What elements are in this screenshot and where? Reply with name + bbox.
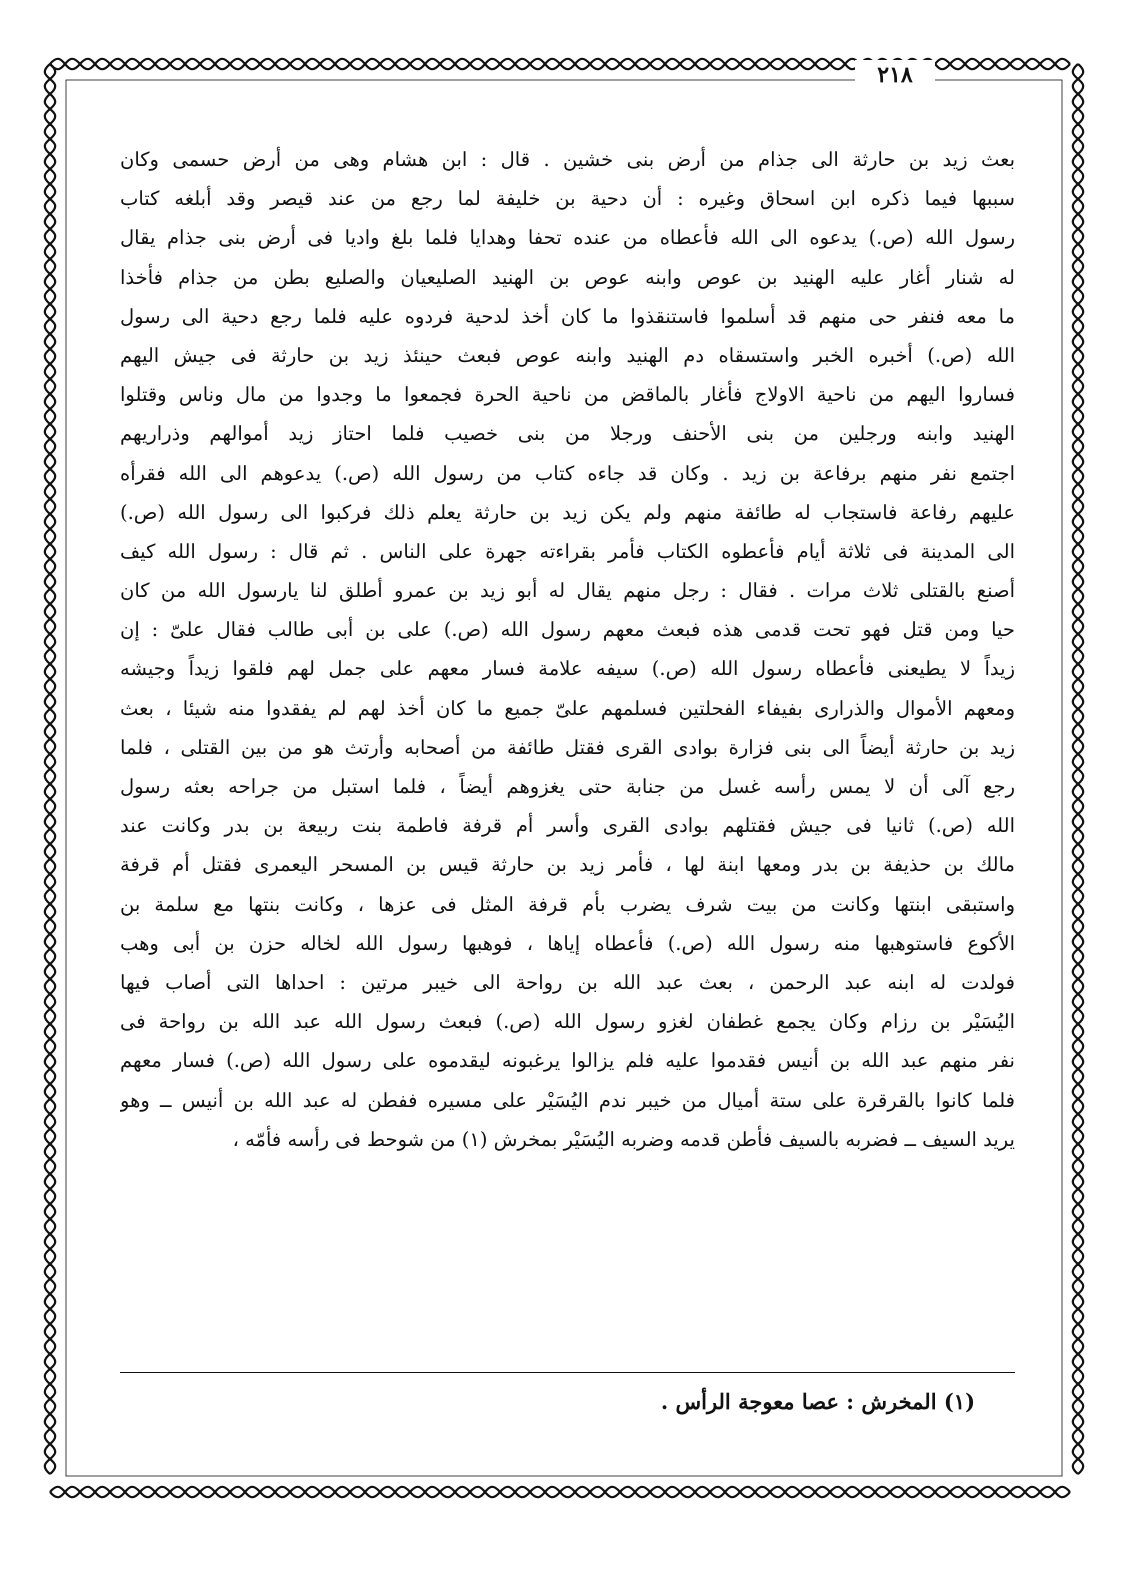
text-line: فساروا اليهم من ناحية الاولاج فأغار بالماقض من ناحية الحرة فجمعوا ما وجدوا من مال وناس وقتلوا (120, 383, 1015, 407)
text-line: فلما كانوا بالقرقرة على ستة أميال من خيبر ندم اليُسَيْر على مسيره ففطن له عبد الله بن أنيس ــ وهو (120, 1088, 1015, 1112)
text-line: يريد السيف ــ فضربه بالسيف فأطن قدمه وضربه اليُسَيْر بمخرش (١) من شوحط فى رأسه فأمّه ، (232, 1127, 1015, 1151)
text-line: مالك بن حذيفة بن بدر ومعها ابنة لها ، فأمر زيد بن حارثة قيس بن المسحر اليعمرى فقتل أم قرفة (120, 853, 1015, 877)
text-line: اجتمع نفر منهم برفاعة بن زيد . وكان قد جاءه كتاب من رسول الله (ص.) يدعوهم الى الله فقرأه (120, 461, 1015, 485)
page-number: ٢١٨ (855, 60, 935, 90)
text-line: له شنار أغار عليه الهنيد بن عوص وابنه عوص بن الهنيد الصليعيان والصليع بطن من جذام فأخذا (120, 265, 1015, 289)
text-line: واستبقى ابنتها وكانت من بيت شرف يضرب بأم قرفة المثل فى عزها ، وكانت بنتها مع سلمة بن (120, 892, 1015, 916)
text-line: الهنيد وابنه ورجلين من بنى الأحنف ورجلا من بنى خصيب فلما احتاز زيد أموالهم وذراريهم (120, 422, 1015, 446)
text-line: رسول الله (ص.) يدعوه الى الله فأعطاه من عنده تحفا وهدايا فلما بلغ واديا فى أرض بنى جذام يقال (120, 226, 1015, 250)
text-line: عليهم رفاعة فاستجاب له طائفة منهم ولم يكن زيد بن حارثة يعلم ذلك فركبوا الى رسول الله (ص.) (120, 500, 1015, 524)
text-line: زيد بن حارثة أيضاً الى بنى فزارة بوادى القرى فقتل طائفة من أصحابه وأرتث هو من بين القتلى ، فلما (120, 735, 1015, 759)
text-line: رجع آلى أن لا يمس رأسه غسل من جنابة حتى يغزوهم أيضاً ، فلما استبل من جراحه بعثه رسول (120, 775, 1015, 798)
text-line: الله (ص.) ثانيا فى جيش فقتلهم بوادى القرى وأسر أم قرفة فاطمة بنت ربيعة بن بدر وكانت عند (120, 814, 1015, 838)
text-line: فولدت له ابنه عبد الرحمن ، بعث عبد الله بن رواحة الى خيبر مرتين : احداها التى أصاب فيها (120, 970, 1015, 994)
text-line: أصنع بالقتلى ثلاث مرات . فقال : رجل منهم يقال له أبو زيد بن عمرو أطلق لنا يارسول الله من كان (120, 579, 1015, 603)
text-line: اليُسَيْر بن رزام وكان يجمع غطفان لغزو رسول الله (ص.) فبعث رسول الله عبد الله بن رواحة فى (120, 1010, 1015, 1034)
text-line: ومعهم الأموال والذرارى بفيفاء الفحلتين فسلمهم علىّ جميع ما كان أخذ لهم لم يفقدوا منه شيئا ، بعث (120, 696, 1015, 720)
body-text (120, 140, 1015, 1159)
text-line: بعث زيد بن حارثة الى جذام من أرض بنى خشين . قال : ابن هشام وهى من أرض حسمى وكان (120, 148, 1015, 171)
footnote: (١) المخرش : عصا معوجة الرأس . (660, 1389, 975, 1414)
text-line: الله (ص.) أخبره الخبر واستسقاه دم الهنيد وابنه عوص فبعث حينئذ زيد بن حارثة فى جيش اليهم (120, 343, 1015, 367)
text-line: سببها فيما ذكره ابن اسحاق وغيره : أن دحية بن خليفة لما رجع من عند قيصر وقد أبلغه كتاب (120, 187, 1015, 211)
footnote-divider (120, 1372, 1015, 1373)
text-line: نفر منهم عبد الله بن أنيس فقدموا عليه فلم يزالوا يرغبونه ليقدموه على رسول الله (ص.) فسار معهم (120, 1049, 1015, 1073)
text-line: الأكوع فاستوهبها منه رسول الله (ص.) فأعطاه إياها ، فوهبها رسول الله لخاله حزن بن أبى وهب (120, 931, 1015, 955)
text-line: زيداً لا يطيعنى فأعطاه رسول الله (ص.) سيفه علامة فسار معهم على جمل لهم فلقوا زيداً وجيشه (120, 657, 1015, 681)
text-line: الى المدينة فى ثلاثة أيام فأعطوه الكتاب فأمر بقراءته جهرة على الناس . ثم قال : رسول الله كيف (120, 539, 1015, 563)
text-line: حيا ومن قتل فهو تحت قدمى هذه فبعث معهم رسول الله (ص.) على بن أبى طالب فقال علىّ : إن (120, 618, 1015, 642)
text-line: ما معه فنفر حى منهم قد أسلموا فاستنقذوا ما كان أخذ لدحية فردوه عليه فلما رجع دحية الى رسول (120, 304, 1015, 328)
